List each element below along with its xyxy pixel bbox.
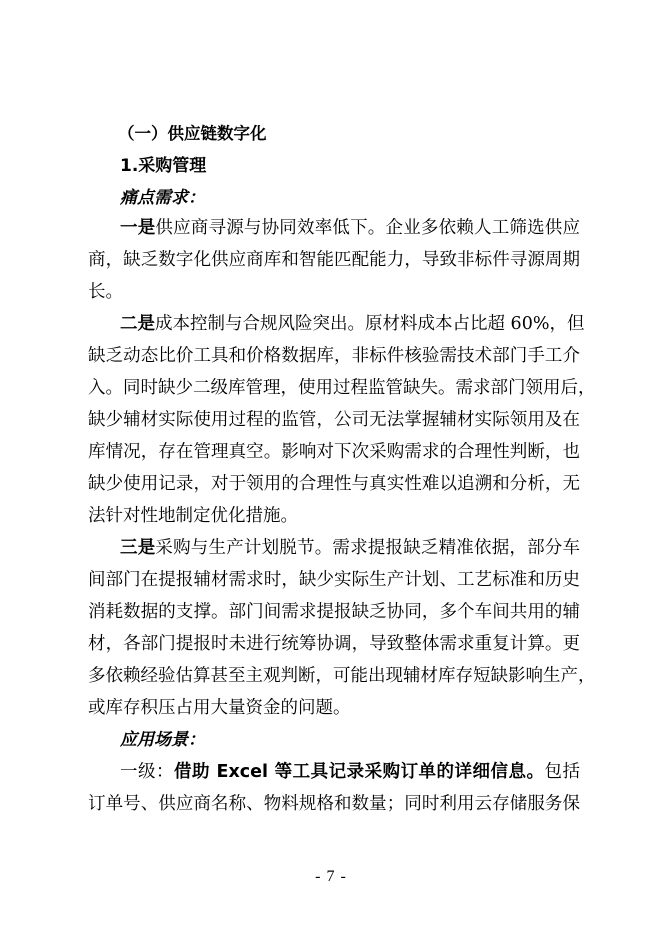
paragraph-bold-text: 借助 Excel 等工具记录采购订单的详细信息。 (173, 762, 545, 782)
page-number: - 7 - (315, 868, 347, 885)
paragraph-line: 多依赖经验估算甚至主观判断，可能出现辅材库存短缺影响生产， (88, 666, 596, 686)
paragraph-line: 间部门在提报辅材需求时，缺少实际生产计划、工艺标准和历史 (88, 570, 580, 590)
paragraph-line: 订单号、供应商名称、物料规格和数量；同时利用云存储服务保 (88, 794, 580, 814)
paragraph-line: 缺少使用记录，对于领用的合理性与真实性难以追溯和分析，无 (88, 474, 580, 494)
paragraph-line (120, 314, 585, 334)
paragraph-line: 缺乏动态比价工具和价格数据库，非标件核验需技术部门手工介 (88, 346, 580, 366)
paragraph-line: 法针对性地制定优化措施。 (88, 506, 298, 526)
subsection-heading: 1.采购管理 (120, 156, 207, 176)
paragraph-line: 库情况，存在管理真空。影响对下次采购需求的合理性判断，也 (88, 442, 580, 462)
paragraph-line (120, 218, 580, 238)
paragraph-line (120, 538, 580, 558)
paragraph-text: 包括 (544, 762, 581, 782)
paragraph-line: 消耗数据的支撑。部门间需求提报缺乏协同，多个车间共用的辅 (88, 602, 580, 622)
paragraph-lead: 一级： (120, 762, 174, 782)
paragraph-text: 采购与生产计划脱节。需求提报缺乏精准依据，部分车 (155, 538, 581, 558)
scenarios-label: 应用场景： (120, 730, 205, 750)
paragraph-line: 或库存积压占用大量资金的问题。 (88, 698, 351, 718)
paragraph-lead: 二是 (120, 314, 155, 334)
paragraph-line: 入。同时缺少二级库管理，使用过程监管缺失。需求部门领用后， (88, 378, 596, 398)
paragraph-lead: 三是 (120, 538, 156, 558)
paragraph-line: 材，各部门提报时未进行统筹协调，导致整体需求重复计算。更 (88, 634, 580, 654)
pain-points-label: 痛点需求： (120, 188, 205, 208)
paragraph-line: 商，缺乏数字化供应商库和智能匹配能力，导致非标件寻源周期 (88, 250, 580, 270)
paragraph-lead: 一是 (120, 218, 156, 238)
paragraph-line: 长。 (88, 282, 123, 302)
paragraph-line (120, 762, 580, 782)
paragraph-text: 供应商寻源与协同效率低下。企业多依赖人工筛选供应 (155, 218, 581, 238)
paragraph-text: 成本控制与合规风险突出。原材料成本占比超 60%，但 (155, 314, 585, 334)
section-heading: （一）供应链数字化 (118, 124, 267, 143)
paragraph-line: 缺少辅材实际使用过程的监管，公司无法掌握辅材实际领用及在 (88, 410, 580, 430)
